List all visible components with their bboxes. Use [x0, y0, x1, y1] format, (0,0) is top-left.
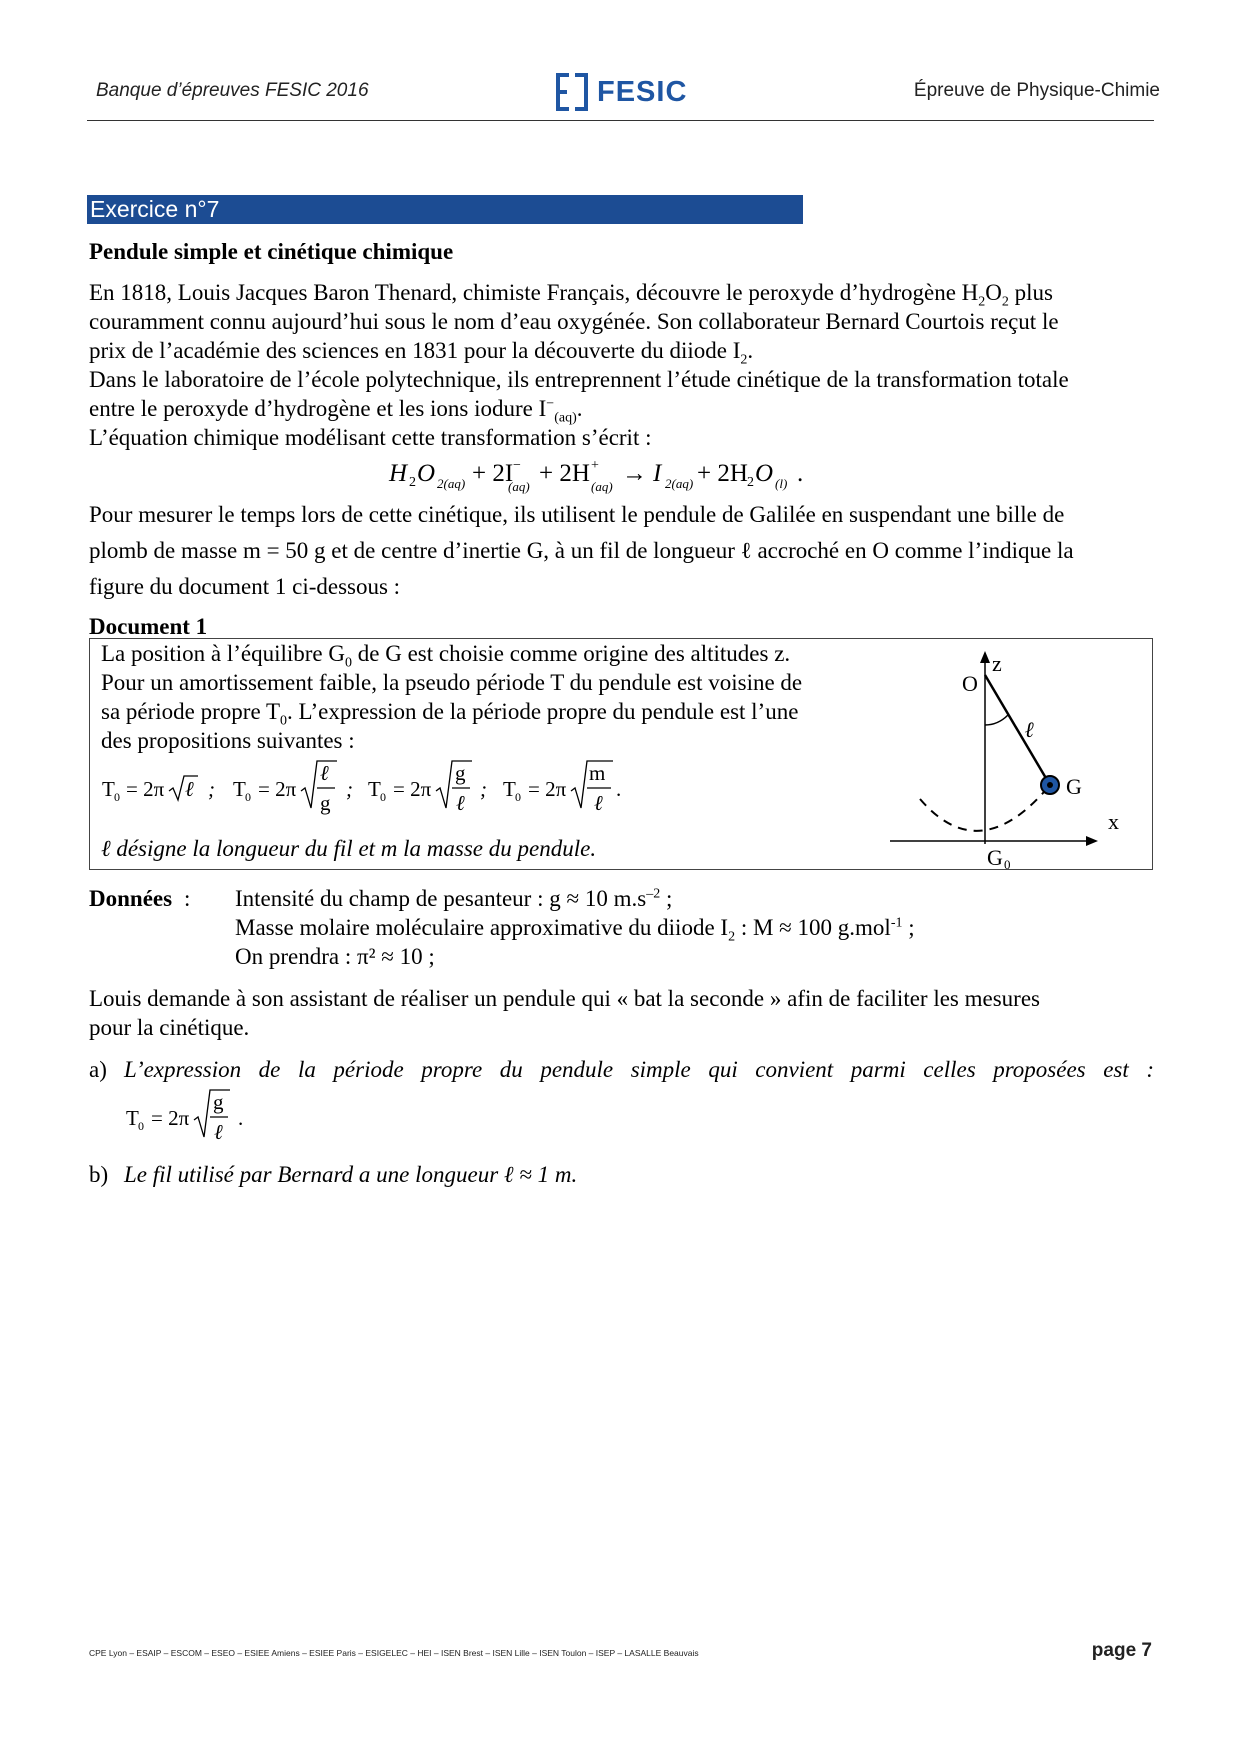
- header-right-text: Épreuve de Physique-Chimie: [913, 80, 1160, 101]
- data-line-2: Masse molaire moléculaire approximative du diiode $I_2$ : M ≈ 100 g.mol$^{-1}$ ;: [235, 915, 915, 945]
- svg-text:.: .: [797, 460, 804, 487]
- exercise-title: Pendule simple et cinétique chimique: [89, 239, 454, 264]
- svg-text:= 2π: = 2π: [151, 1106, 190, 1130]
- svg-text:2: 2: [747, 475, 754, 490]
- pendulum-line-1: Pour mesurer le temps lors de cette cinétique, ils utilisent le pendule de Galilée en suspendant une bille de: [89, 502, 1065, 527]
- intro-line-6: L’équation chimique modélisant cette transformation s’écrit :: [89, 425, 652, 450]
- statement-a-label: a): [89, 1057, 107, 1082]
- statement-a-formula: [122, 1088, 262, 1148]
- intro-line-1: En 1818, Louis Jacques Baron Thenard, chimiste Français, découvre le peroxyde d’hydrogène $H_2O_2$ plus: [89, 280, 1054, 310]
- data-label: Données: [89, 886, 173, 911]
- exercise-number: Exercice n°7: [90, 196, 220, 222]
- document-1-box: [89, 638, 1153, 870]
- pendulum-line-3: figure du document 1 ci-dessous :: [89, 574, 401, 599]
- doc-line-1: La position à l’équilibre $G_0$ de G est choisie comme origine des altitudes z.: [101, 641, 791, 671]
- svg-text:= 2π: = 2π: [258, 777, 297, 801]
- fesic-logo: [555, 72, 687, 112]
- intro-line-4: Dans le laboratoire de l’école polytechnique, ils entreprennent l’étude cinétique de la transformation totale: [89, 367, 1069, 392]
- pendulum-line-2: plomb de masse m = 50 g et de centre d’inertie G, à un fil de longueur ℓ accroché en O comme l’indique la: [89, 538, 1074, 563]
- doc-line-4: des propositions suivantes :: [101, 728, 355, 753]
- intro-line-3: prix de l’académie des sciences en 1831 pour la découverte du diiode $I_2$.: [89, 338, 754, 368]
- svg-text:0: 0: [515, 790, 521, 804]
- svg-text:−: −: [513, 458, 521, 473]
- period-formulas: [98, 759, 798, 819]
- svg-text:+: +: [591, 458, 599, 473]
- x-axis-arrow: [1086, 836, 1098, 846]
- fesic-logo-icon: [555, 72, 589, 112]
- doc-line-3: sa période propre $T_0$. L’expression de la période propre du pendule est l’une: [101, 699, 799, 729]
- svg-text:ℓ: ℓ: [320, 761, 329, 785]
- label-g: G: [1066, 774, 1082, 799]
- svg-text:(aq): (aq): [591, 479, 613, 494]
- document-caption: ℓ désigne la longueur du fil et m la masse du pendule.: [101, 836, 597, 861]
- statement-b: [89, 1160, 1153, 1189]
- svg-text:H: H: [389, 460, 408, 487]
- center-of-inertia: [1047, 782, 1053, 788]
- paragraph-pendulum: [89, 497, 1153, 605]
- page-header: [0, 0, 1240, 150]
- svg-text:2(aq): 2(aq): [665, 476, 694, 491]
- svg-text:O: O: [755, 460, 774, 487]
- data-colon: :: [184, 886, 191, 911]
- document-1-text: [101, 639, 881, 755]
- question-intro-line-2: pour la cinétique.: [89, 1015, 250, 1040]
- label-x: x: [1108, 809, 1119, 834]
- paragraph-intro: [89, 278, 1153, 452]
- svg-text:I: I: [653, 460, 662, 487]
- header-left-text: Banque d’épreuves FESIC 2016: [96, 80, 369, 101]
- svg-text:= 2π: = 2π: [126, 777, 165, 801]
- label-z: z: [992, 651, 1002, 676]
- svg-text:g: g: [455, 761, 466, 785]
- pendulum-figure: [880, 639, 1150, 869]
- svg-text:T: T: [233, 777, 246, 801]
- svg-text:m: m: [589, 761, 606, 785]
- intro-line-2: couramment connu aujourd’hui sous le nom d’eau oxygénée. Son collaborateur Bernard Courtois reçut le: [89, 309, 1059, 334]
- svg-text:2: 2: [409, 475, 416, 490]
- document-heading: Document 1: [89, 614, 208, 639]
- svg-text:T: T: [368, 777, 381, 801]
- svg-text:ℓ: ℓ: [214, 1120, 223, 1144]
- svg-text:;: ;: [480, 777, 487, 801]
- page-number: page 7: [1091, 1640, 1152, 1661]
- svg-text:ℓ: ℓ: [594, 791, 603, 815]
- label-l: ℓ: [1025, 717, 1035, 742]
- chemical-equation: [385, 453, 865, 495]
- exercise-banner: [87, 195, 803, 224]
- data-values: [235, 884, 1155, 971]
- svg-text:= 2π: = 2π: [528, 777, 567, 801]
- data-line-1: Intensité du champ de pesanteur : g ≈ 10 $m.s^{-2}$ ;: [235, 886, 673, 911]
- svg-text:+ 2H: + 2H: [539, 460, 590, 487]
- svg-text:0: 0: [245, 790, 251, 804]
- data-section: [89, 884, 1153, 969]
- statement-b-label: b): [89, 1162, 109, 1187]
- svg-text:0: 0: [380, 790, 386, 804]
- svg-text:.: .: [616, 777, 622, 801]
- angle-arc: [985, 715, 1008, 725]
- svg-text:.: .: [238, 1106, 244, 1130]
- svg-text:T: T: [102, 777, 115, 801]
- pendulum-thread: [985, 675, 1050, 785]
- svg-text:(l): (l): [775, 476, 788, 491]
- z-axis-arrow: [980, 651, 990, 663]
- logo-text: FESIC: [597, 75, 688, 108]
- svg-text:(aq): (aq): [508, 479, 530, 494]
- svg-text:T: T: [503, 777, 516, 801]
- svg-text:ℓ: ℓ: [185, 777, 194, 801]
- data-line-3: On prendra : π² ≈ 10 ;: [235, 944, 435, 969]
- intro-line-5: entre le peroxyde d’hydrogène et les ions iodure $I^-_{(aq)}$.: [89, 396, 583, 426]
- svg-text:0: 0: [138, 1119, 144, 1133]
- label-g0: G: [987, 845, 1003, 869]
- statement-a-text: L’expression de la période propre du pendule simple qui convient parmi celles proposées est :: [124, 1057, 1154, 1082]
- svg-text:= 2π: = 2π: [393, 777, 432, 801]
- svg-text:→: →: [622, 460, 647, 487]
- svg-text:0: 0: [114, 790, 120, 804]
- svg-text:;: ;: [346, 777, 353, 801]
- svg-text:T: T: [126, 1106, 139, 1130]
- svg-text:+ 2H: + 2H: [697, 460, 748, 487]
- svg-text:g: g: [213, 1090, 224, 1114]
- doc-line-2: Pour un amortissement faible, la pseudo période T du pendule est voisine de: [101, 670, 803, 695]
- svg-text:ℓ: ℓ: [456, 791, 465, 815]
- svg-text:;: ;: [208, 777, 215, 801]
- statement-b-text: Le fil utilisé par Bernard a une longueur ℓ ≈ 1 m.: [124, 1162, 578, 1187]
- svg-text:2(aq): 2(aq): [437, 476, 466, 491]
- header-divider: [87, 120, 1154, 121]
- svg-text:g: g: [320, 791, 331, 815]
- label-o: O: [962, 671, 978, 696]
- footer-schools: CPE Lyon – ESAIP – ESCOM – ESEO – ESIEE Amiens – ESIEE Paris – ESIGELEC – HEI – ISEN Brest – ISEN Lille – ISEN Toulon – ISEP – LASALLE Beauvais: [89, 1648, 699, 1658]
- svg-text:+ 2I: + 2I: [472, 460, 514, 487]
- statement-a: [89, 1055, 1153, 1084]
- svg-text:O: O: [417, 460, 436, 487]
- label-g0-index: 0: [1004, 857, 1011, 869]
- question-intro-line-1: Louis demande à son assistant de réaliser un pendule qui « bat la seconde » afin de faciliter les mesures: [89, 986, 1040, 1011]
- question-intro: [89, 984, 1153, 1042]
